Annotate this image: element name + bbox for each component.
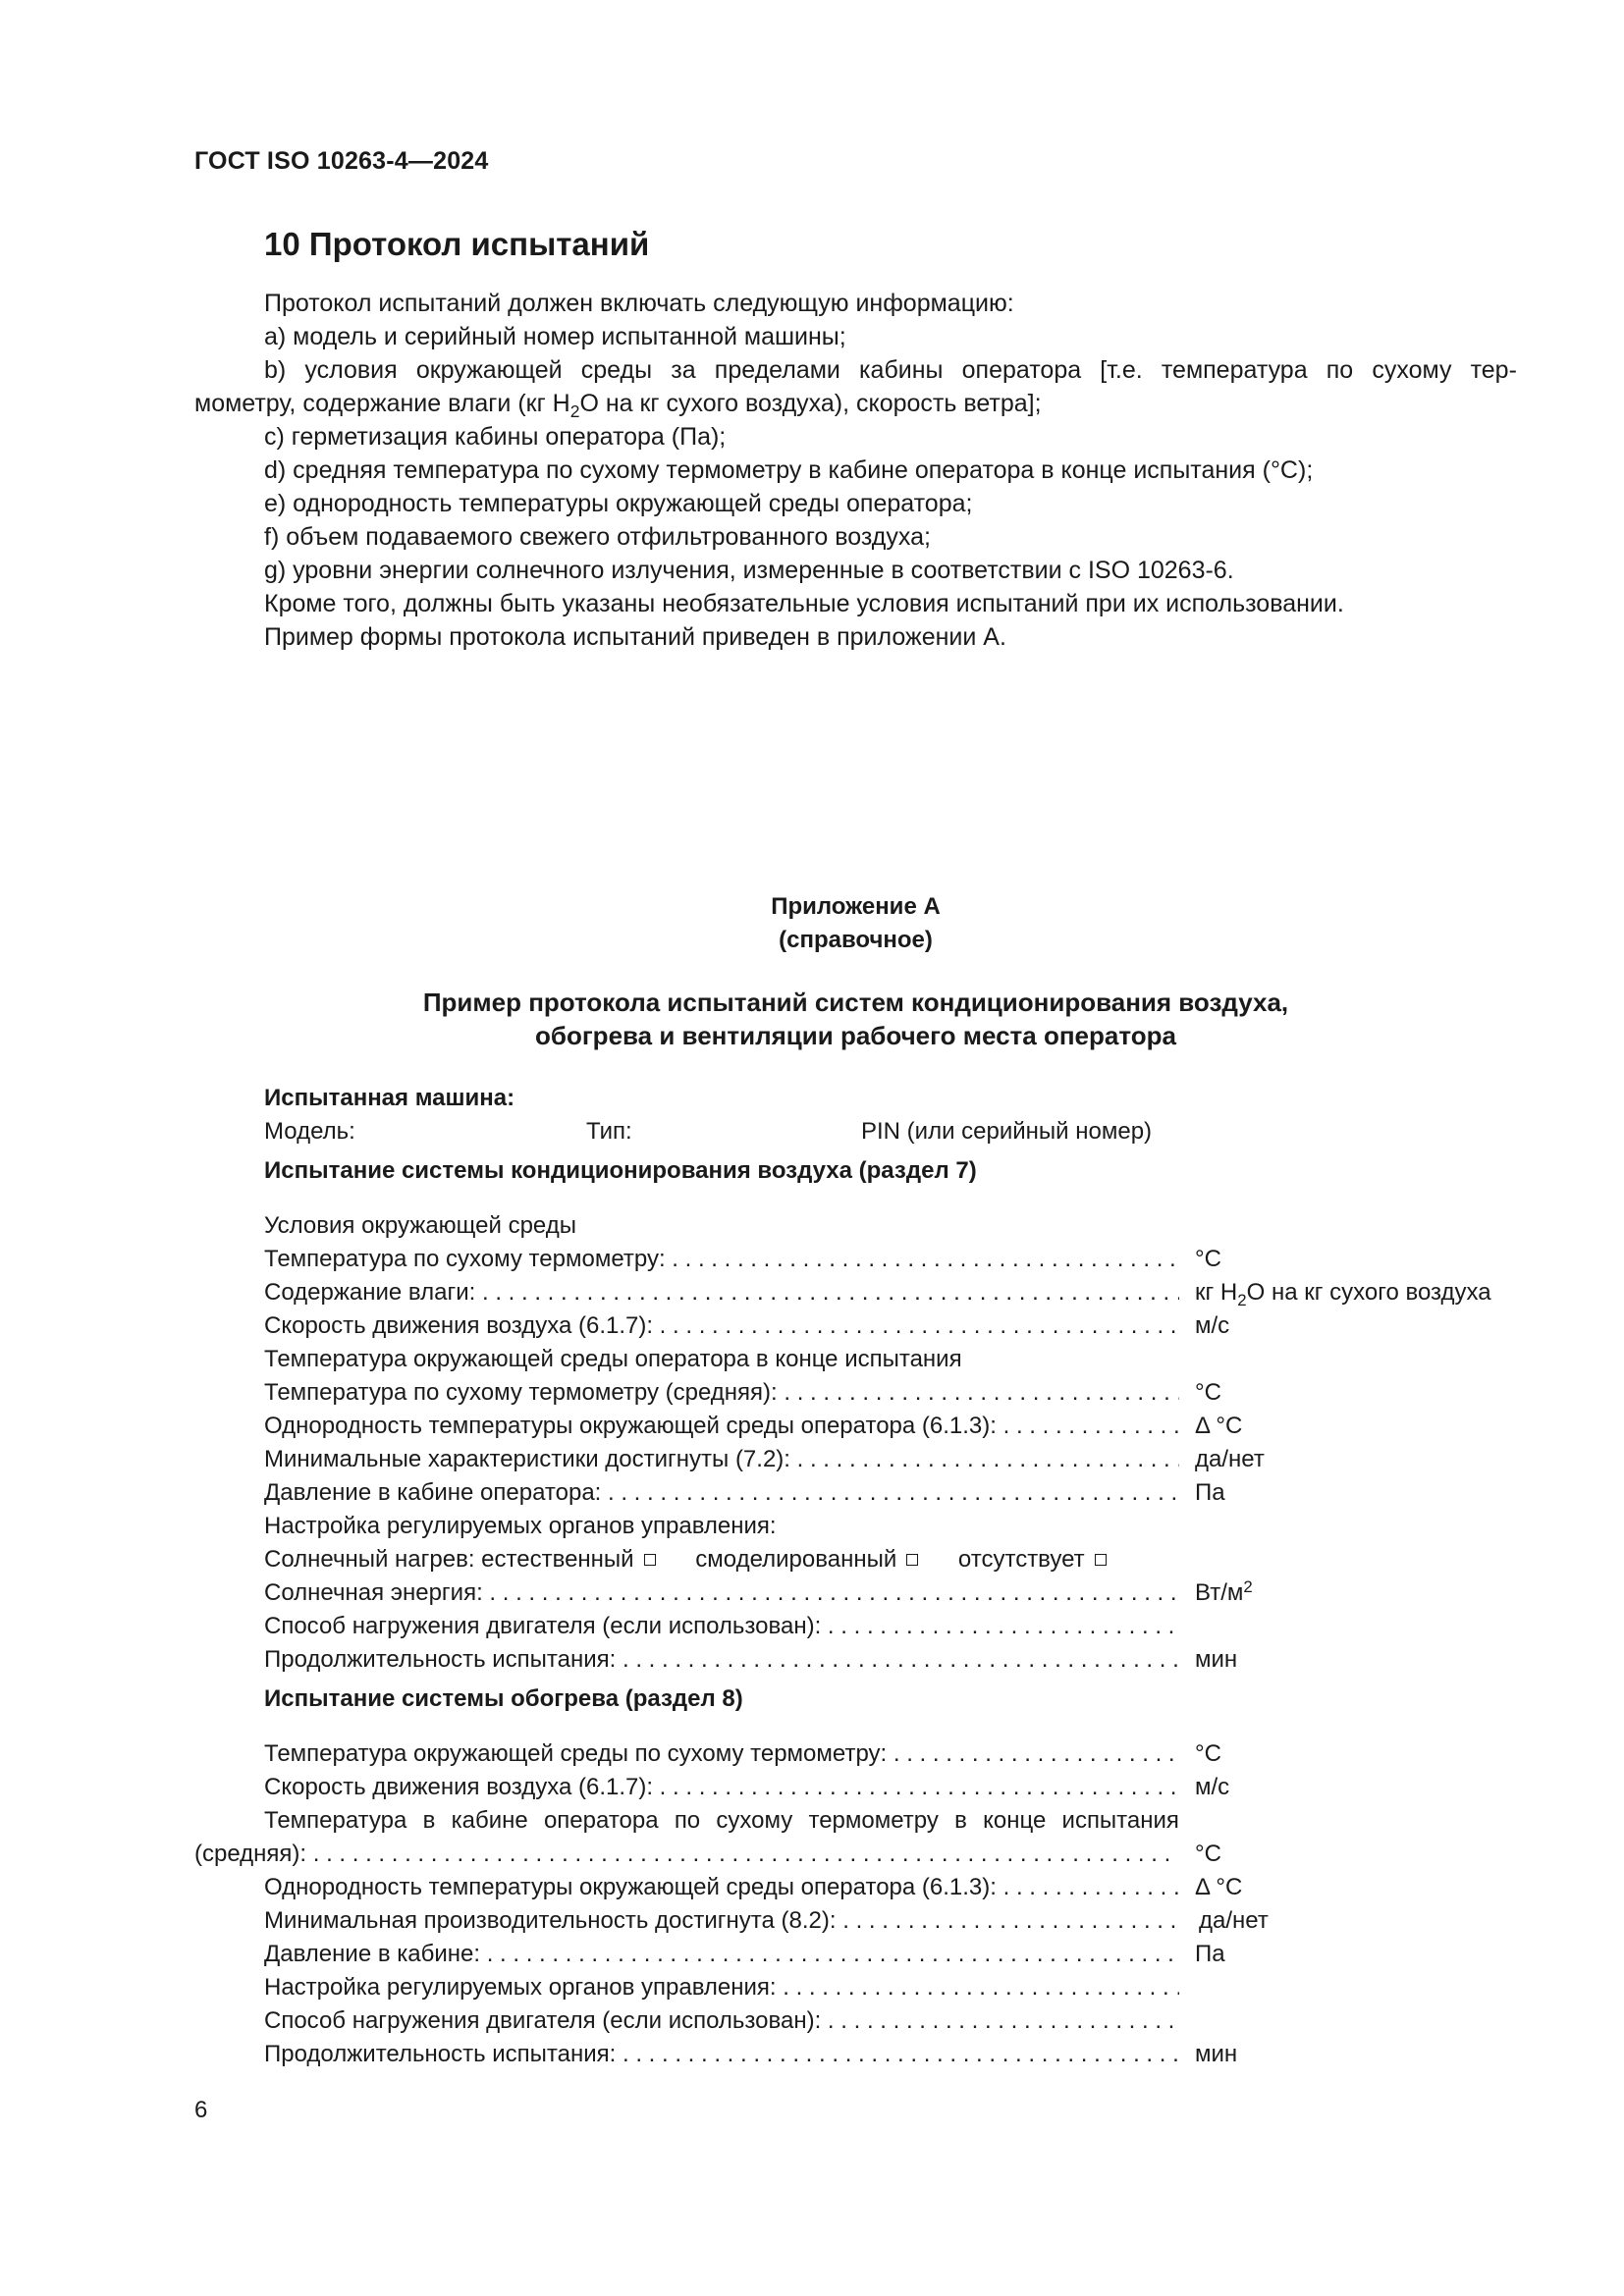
heat-duration-unit: мин xyxy=(1195,2041,1238,2067)
page-number: 6 xyxy=(194,2097,208,2123)
solar-absent-checkbox[interactable] xyxy=(1095,1554,1107,1566)
intro-example: Пример формы протокола испытаний приведен в приложении А. xyxy=(264,623,1006,651)
appendix-title: Приложение А xyxy=(771,893,941,920)
appendix-heading-line1: Пример протокола испытаний систем кондиционирования воздуха, xyxy=(422,988,1289,1017)
solar-natural-checkbox[interactable] xyxy=(644,1554,656,1566)
ac-moisture-unit: кг $H_2O$ на кг сухого воздуха xyxy=(1195,1279,1491,1309)
ac-solar-energy-row: Солнечная энергия: . . . $Вт/м^2$ xyxy=(264,1576,1501,1610)
heat-cab-temp-row: (средняя): . . . °С xyxy=(264,1838,1501,1871)
heat-uniformity-unit: Δ °С xyxy=(1195,1874,1243,1900)
heat-cab-temp-line1: Температура в кабине оператора по сухому термометру в конце испытания xyxy=(264,1807,1179,1834)
heat-air-speed-unit: м/с xyxy=(1195,1774,1230,1800)
heat-min-perf-row: Минимальная производительность достигнута (8.2): . . . да/нет xyxy=(264,1904,1501,1938)
heat-cab-pressure-unit: Па xyxy=(1195,1941,1225,1967)
ac-air-speed-row: Скорость движения воздуха (6.1.7): . . . м/с xyxy=(264,1309,1501,1343)
ac-avg-dry-temp-unit: °С xyxy=(1195,1379,1221,1406)
list-item-e: e) однородность температуры окружающей среды оператора; xyxy=(264,490,973,517)
intro-lead: Протокол испытаний должен включать следующую информацию: xyxy=(264,290,1014,317)
ac-op-env-end: Температура окружающей среды оператора в конце испытания xyxy=(264,1346,962,1372)
ac-uniformity-unit: Δ °С xyxy=(1195,1413,1243,1439)
ac-min-perf-unit: да/нет xyxy=(1195,1446,1265,1472)
list-item-c: c) герметизация кабины оператора (Па); xyxy=(264,423,727,451)
machine-type: Тип: xyxy=(586,1118,632,1145)
list-item-a: a) модель и серийный номер испытанной машины; xyxy=(264,323,846,350)
ac-controls: Настройка регулируемых органов управления: xyxy=(264,1513,777,1539)
list-item-d: d) средняя температура по сухому термометру в кабине оператора в конце испытания (°С); xyxy=(264,456,1314,484)
ac-avg-dry-temp-row: Температура по сухому термометру (средняя): . . . °С xyxy=(264,1376,1501,1410)
section-title: 10 Протокол испытаний xyxy=(264,226,650,262)
ac-env-label: Условия окружающей среды xyxy=(264,1212,576,1239)
ac-solar-heat-row: Солнечный нагрев: естественный смоделированный отсутствует xyxy=(264,1543,1112,1576)
ac-air-speed-unit: м/с xyxy=(1195,1312,1230,1339)
list-item-b-line2: мометру, содержание влаги (кг $H_2O$ на кг сухого воздуха), скорость ветра]; xyxy=(194,390,1042,421)
ac-moisture-row: Содержание влаги: . . . кг $H_2O$ на кг сухого воздуха xyxy=(264,1276,1501,1309)
heat-controls-row: Настройка регулируемых органов управления: . . . xyxy=(264,1971,1501,2004)
machine-label: Испытанная машина: xyxy=(264,1085,515,1111)
ac-duration-unit: мин xyxy=(1195,1646,1238,1673)
heat-cab-temp-unit: °С xyxy=(1195,1841,1221,1867)
ac-dry-temp-row: Температура по сухому термометру: . . . °С xyxy=(264,1243,1501,1276)
ac-cab-pressure-row: Давление в кабине оператора: . . . Па xyxy=(264,1476,1501,1510)
ac-engine-load-row: Способ нагружения двигателя (если использован): . . . xyxy=(264,1610,1501,1643)
heat-uniformity-row: Однородность температуры окружающей среды оператора (6.1.3): . . . Δ °С xyxy=(264,1871,1501,1904)
ac-min-perf-row: Минимальные характеристики достигнуты (7.2): . . . да/нет xyxy=(264,1443,1501,1476)
ac-duration-row: Продолжительность испытания: . . . мин xyxy=(264,1643,1501,1677)
ac-test-heading: Испытание системы кондиционирования воздуха (раздел 7) xyxy=(264,1157,977,1184)
heat-engine-load-row: Способ нагружения двигателя (если использован): . . . xyxy=(264,2004,1501,2038)
ac-uniformity-row: Однородность температуры окружающей среды оператора (6.1.3): . . . Δ °С xyxy=(264,1410,1501,1443)
appendix-subtitle: (справочное) xyxy=(779,927,933,953)
list-item-b-line1: b) условия окружающей среды за пределами кабины оператора [т.е. температура по сухому тер- xyxy=(264,356,1517,384)
solar-modeled-checkbox[interactable] xyxy=(906,1554,918,1566)
heat-duration-row: Продолжительность испытания: . . . мин xyxy=(264,2038,1501,2071)
list-item-f: f) объем подаваемого свежего отфильтрованного воздуха; xyxy=(264,523,931,551)
ac-solar-energy-unit: $Вт/м^2$ xyxy=(1195,1577,1253,1606)
heat-env-dry-temp-unit: °С xyxy=(1195,1740,1221,1767)
heat-env-dry-temp-row: Температура окружающей среды по сухому термометру: . . . °С xyxy=(264,1737,1501,1771)
ac-cab-pressure-unit: Па xyxy=(1195,1479,1225,1506)
heat-cab-pressure-row: Давление в кабине: . . . Па xyxy=(264,1938,1501,1971)
heat-air-speed-row: Скорость движения воздуха (6.1.7): . . . м/с xyxy=(264,1771,1501,1804)
appendix-heading-line2: обогрева и вентиляции рабочего места оператора xyxy=(535,1021,1176,1050)
document-header: ГОСТ ISO 10263-4—2024 xyxy=(194,147,489,175)
heat-test-heading: Испытание системы обогрева (раздел 8) xyxy=(264,1685,743,1712)
heat-min-perf-unit: да/нет xyxy=(1199,1907,1269,1934)
ac-dry-temp-unit: °С xyxy=(1195,1246,1221,1272)
intro-extra: Кроме того, должны быть указаны необязательные условия испытаний при их использовании. xyxy=(264,590,1344,617)
machine-model: Модель: xyxy=(264,1118,355,1145)
list-item-g: g) уровни энергии солнечного излучения, измеренные в соответствии с ISO 10263-6. xyxy=(264,557,1234,584)
machine-pin: PIN (или серийный номер) xyxy=(861,1118,1153,1145)
